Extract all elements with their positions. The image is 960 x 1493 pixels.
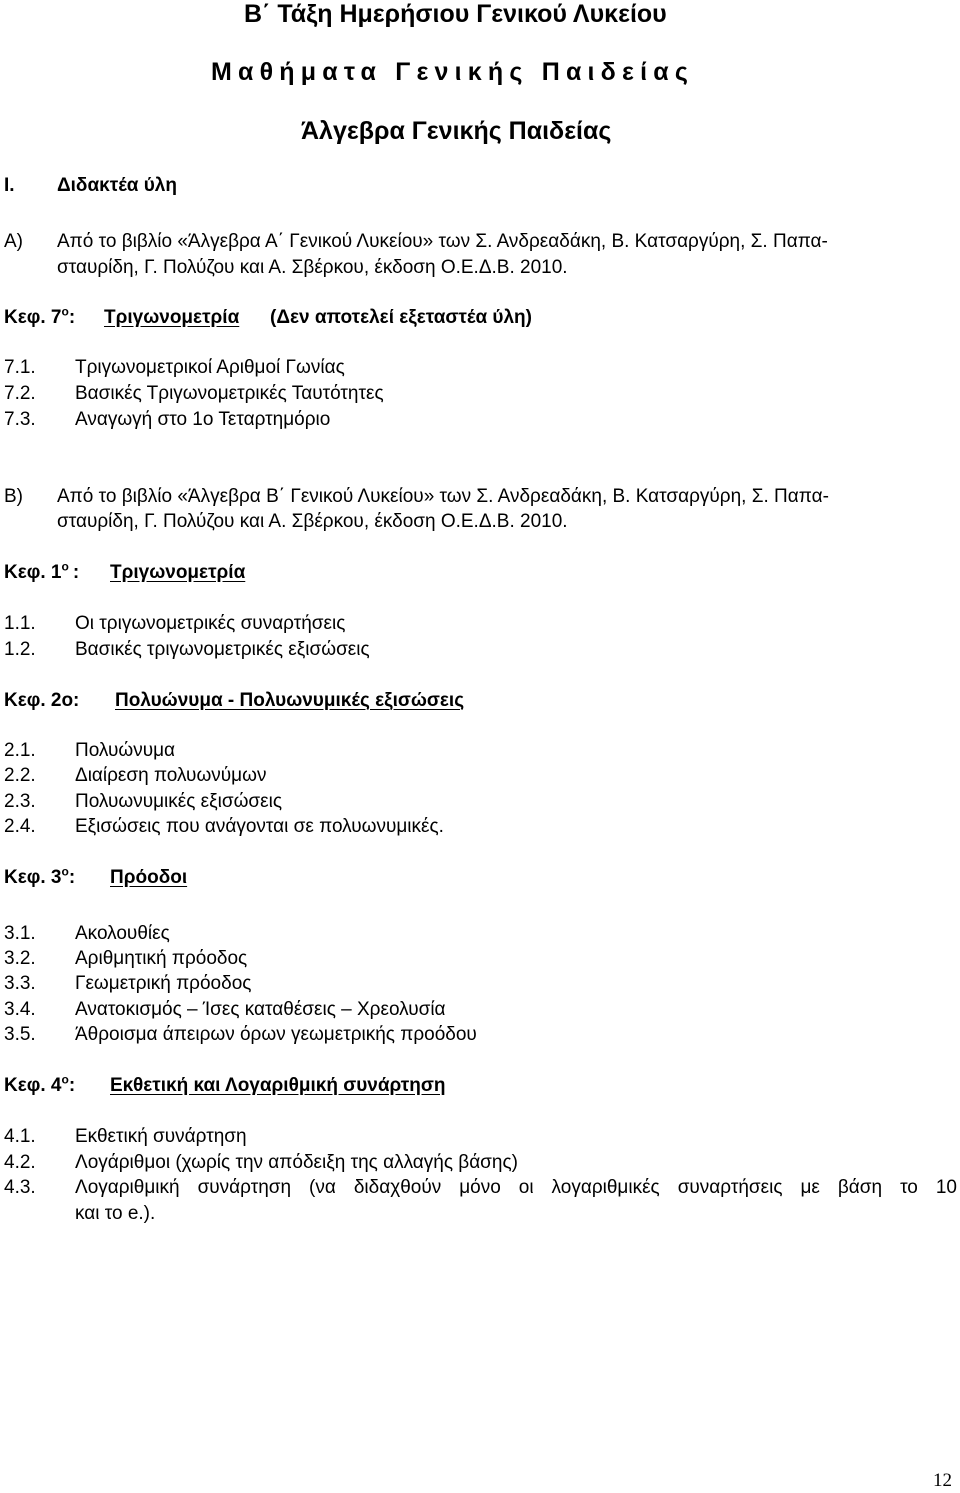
header-title: Β΄ Τάξη Ημερήσιου Γενικού Λυκείου: [244, 0, 667, 28]
item-text: Ακολουθίες: [75, 923, 170, 944]
item-number: 1.1.: [4, 613, 36, 634]
item-number: 7.3.: [4, 409, 36, 430]
item-number: 1.2.: [4, 639, 36, 660]
section-title: Διδακτέα ύλη: [57, 175, 177, 196]
item-text: Λογάριθμοι (χωρίς την απόδειξη της αλλαγής βάσης): [75, 1152, 518, 1173]
section-number: Ι.: [4, 175, 15, 196]
item-number: 7.1.: [4, 357, 36, 378]
chapter-title: Πρόοδοι: [110, 867, 188, 888]
item-text: Γεωμετρική πρόοδος: [75, 973, 252, 994]
chapter-sup: ο: [61, 1072, 69, 1087]
item-number: 4.1.: [4, 1126, 36, 1147]
chapter-heading: [4, 1072, 76, 1097]
chapter-colon: :: [68, 867, 76, 888]
chapter-heading: [4, 690, 79, 712]
item-text: Λογαριθμική συνάρτηση (να διδαχθούν μόνο οι λογαριθμικές συναρτήσεις με βάση το 10: [75, 1177, 957, 1198]
chapter-prefix: Κεφ. 7: [4, 307, 62, 328]
chapter-title: Τριγωνομετρία: [104, 307, 240, 328]
chapter-sup: ο: [61, 304, 69, 319]
item-text-continuation: και το e.).: [75, 1203, 156, 1224]
item-text: Τριγωνομετρικοί Αριθμοί Γωνίας: [75, 357, 345, 378]
chapter-title: Πολυώνυμα - Πολυωνυμικές εξισώσεις: [115, 690, 465, 711]
item-text: Αριθμητική πρόοδος: [75, 948, 248, 969]
chapter-prefix: Κεφ. 3: [4, 867, 62, 888]
item-number: 3.1.: [4, 923, 36, 944]
item-text: Εκθετική συνάρτηση: [75, 1126, 247, 1147]
item-number: 7.2.: [4, 383, 36, 404]
item-number: 3.5.: [4, 1024, 36, 1045]
item-text: Βασικές Τριγωνομετρικές Ταυτότητες: [75, 383, 384, 404]
chapter-note: (Δεν αποτελεί εξεταστέα ύλη): [270, 307, 532, 328]
item-number: 4.2.: [4, 1152, 36, 1173]
header-subtitle: Μαθήματα Γενικής Παιδείας: [211, 58, 695, 86]
part-a-text-line1: Από το βιβλίο «Άλγεβρα Α΄ Γενικού Λυκείου» των Σ. Ανδρεαδάκη, Β. Κατσαργύρη, Σ. Παπα-: [57, 231, 828, 252]
item-text: Βασικές τριγωνομετρικές εξισώσεις: [75, 639, 370, 660]
chapter-prefix: Κεφ. 1: [4, 562, 62, 583]
page-number: 12: [933, 1470, 952, 1491]
part-b-label: Β): [4, 486, 23, 507]
item-number: 4.3.: [4, 1177, 36, 1198]
item-number: 3.2.: [4, 948, 36, 969]
chapter-heading: [4, 304, 76, 329]
item-number: 2.3.: [4, 791, 36, 812]
item-text: Άθροισμα άπειρων όρων γεωμετρικής προόδου: [75, 1024, 477, 1045]
part-b-text-line2: σταυρίδη, Γ. Πολύζου και Α. Σβέρκου, έκδοση Ο.Ε.Δ.Β. 2010.: [57, 511, 568, 532]
item-number: 3.3.: [4, 973, 36, 994]
chapter-title: Τριγωνομετρία: [110, 562, 246, 583]
part-a-text-line2: σταυρίδη, Γ. Πολύζου και Α. Σβέρκου, έκδοση Ο.Ε.Δ.Β. 2010.: [57, 257, 568, 278]
item-text: Εξισώσεις που ανάγονται σε πολυωνυμικές.: [75, 816, 444, 837]
chapter-colon: :: [72, 562, 80, 583]
chapter-sup: ο: [61, 559, 69, 574]
chapter-title: Εκθετική και Λογαριθμική συνάρτηση: [110, 1075, 446, 1096]
chapter-sup: ο: [61, 864, 69, 879]
chapter-heading: [4, 559, 80, 584]
part-a-label: Α): [4, 231, 23, 252]
chapter-prefix: Κεφ. 2ο:: [4, 690, 80, 711]
item-number: 2.1.: [4, 740, 36, 761]
item-text: Οι τριγωνομετρικές συναρτήσεις: [75, 613, 346, 634]
item-number: 2.4.: [4, 816, 36, 837]
chapter-colon: :: [68, 307, 76, 328]
subject-title: Άλγεβρα Γενικής Παιδείας: [301, 117, 612, 145]
item-text: Πολυώνυμα: [75, 740, 176, 761]
part-b-text-line1: Από το βιβλίο «Άλγεβρα Β΄ Γενικού Λυκείου» των Σ. Ανδρεαδάκη, Β. Κατσαργύρη, Σ. Παπα-: [57, 486, 829, 507]
chapter-prefix: Κεφ. 4: [4, 1075, 62, 1096]
item-text: Διαίρεση πολυωνύμων: [75, 765, 267, 786]
item-text: Ανατοκισμός – Ίσες καταθέσεις – Χρεολυσία: [75, 999, 446, 1020]
item-number: 3.4.: [4, 999, 36, 1020]
item-text: Πολυωνυμικές εξισώσεις: [75, 791, 282, 812]
item-text: Αναγωγή στο 1ο Τεταρτημόριο: [75, 409, 331, 430]
chapter-colon: :: [68, 1075, 76, 1096]
chapter-heading: [4, 864, 76, 889]
item-number: 2.2.: [4, 765, 36, 786]
